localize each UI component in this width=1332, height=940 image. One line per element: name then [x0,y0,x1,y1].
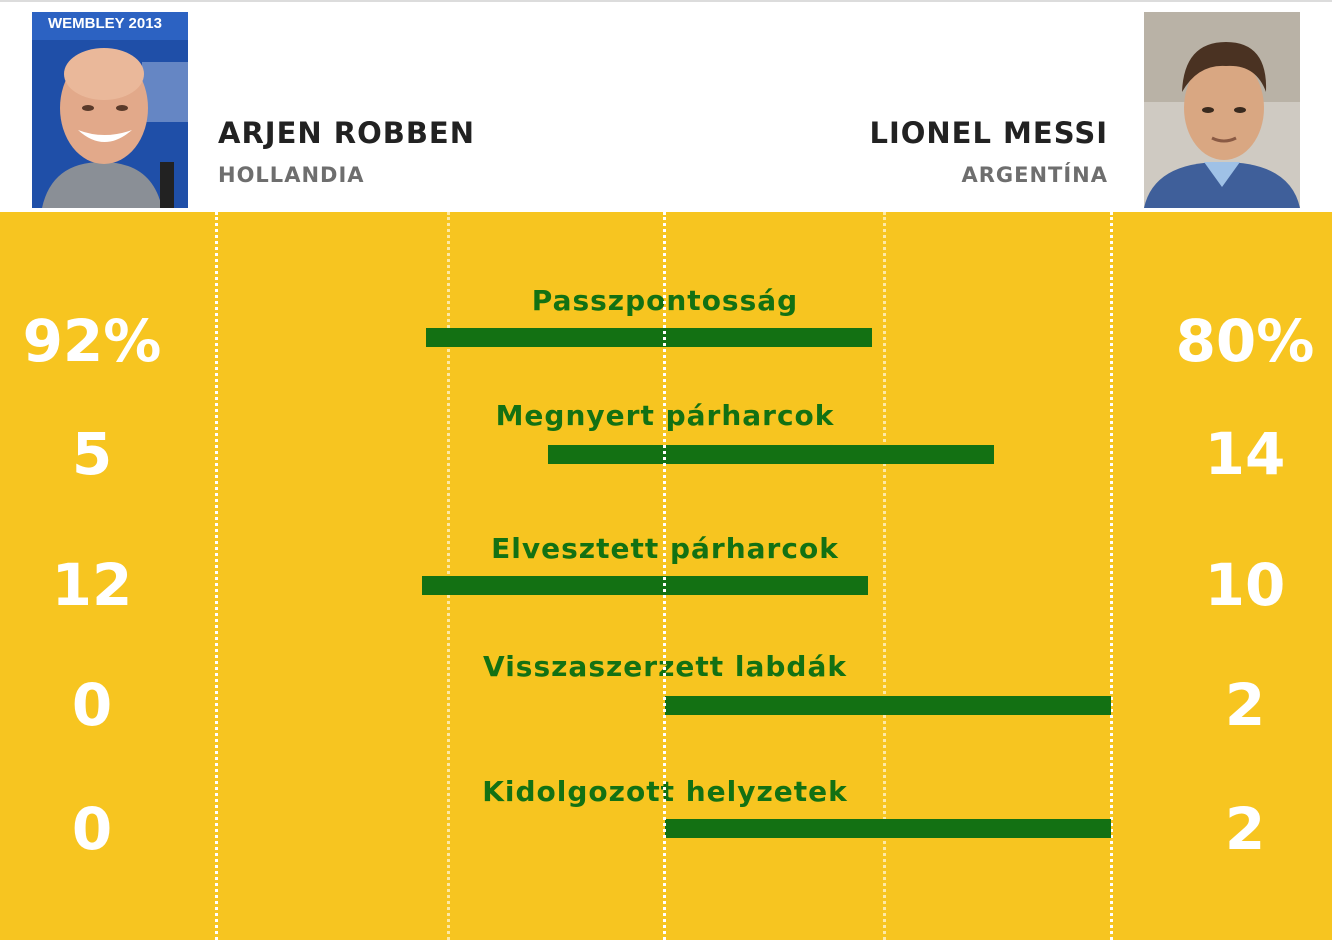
left-player-value: 5 [71,420,113,488]
right-player-name: LIONEL MESSI [869,116,1108,150]
right-player-photo [1144,12,1300,208]
left-player-name: ARJEN ROBBEN [218,116,476,150]
left-player-photo [32,12,188,208]
left-player-value: 0 [71,671,113,739]
left-player-value: 92% [22,307,162,375]
grid-line [215,212,218,940]
left-player-bar [422,576,665,595]
right-player-country: ARGENTÍNA [961,163,1108,187]
right-player-bar [665,328,872,347]
right-player-value: 80% [1175,307,1315,375]
right-player-bar [665,576,868,595]
left-player-bar [548,445,665,464]
stat-label: Passzpontosság [531,284,799,317]
right-player-value: 10 [1204,551,1286,619]
right-player-bar [665,445,994,464]
left-player-value: 12 [51,551,133,619]
stat-label: Elvesztett párharcok [491,532,839,565]
stats-panel [0,212,1332,940]
left-player-bar [426,328,665,347]
right-player-bar [665,696,1111,715]
stat-label: Kidolgozott helyzetek [482,775,848,808]
player-header [0,2,1332,212]
left-player-country: HOLLANDIA [218,163,365,187]
right-player-value: 2 [1224,671,1266,739]
left-photo-caption: WEMBLEY 2013 [48,15,162,32]
stat-label: Megnyert párharcok [495,399,835,432]
center-axis-line [663,212,666,940]
right-player-value: 14 [1204,420,1286,488]
right-player-value: 2 [1224,795,1266,863]
right-player-bar [665,819,1111,838]
stat-label: Visszaszerzett labdák [483,650,847,683]
left-player-value: 0 [71,795,113,863]
